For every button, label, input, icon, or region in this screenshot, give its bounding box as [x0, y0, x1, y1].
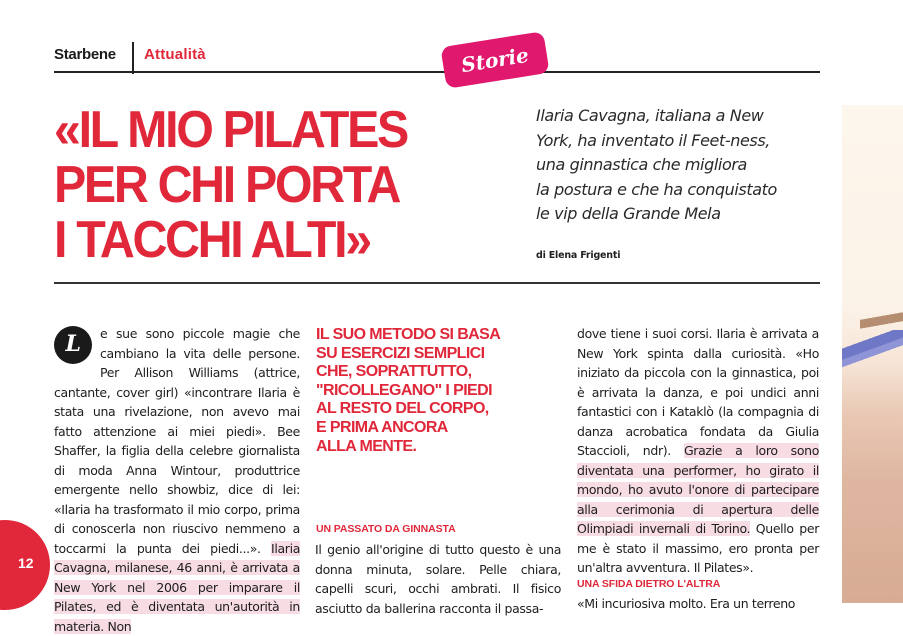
top-rule	[54, 71, 820, 73]
category-label: Attualità	[144, 46, 206, 63]
dropcap-icon: L	[54, 326, 92, 364]
headline	[54, 103, 445, 268]
byline: di Elena Frigenti	[536, 250, 621, 261]
highlighted-text: Grazie a loro sono diventata una performer, ho girato il mondo, ho avuto l'onore di partecipare alla cerimonia di apertura delle Olimpiadi invernali di Torino.	[577, 443, 819, 536]
standfirst-line: Ilaria Cavagna, italiana a New	[536, 106, 764, 125]
standfirst-line: le vip della Grande Mela	[536, 204, 721, 223]
body-text-continued: «Mi incuriosiva molto. Era un terreno	[577, 596, 796, 611]
body-text: e sue sono piccole magie che cambiano la vita delle persone. Per Allison Williams (attrice, cantante, cover girl) «incontrare Ilaria è stata una rivelazione, non avevo mai fatto attenzione ai miei piedi». Bee Shaffer, la figlia della celebre giornalista di moda Anna Wintour, produttrice emergente nello showbiz, dice di lei: «Ilaria ha trasformato il mio corpo, prima di conoscerla non riuscivo nemmeno a toccarmi la punta dei piedi...».	[54, 326, 300, 556]
headline-line: I TACCHI ALTI»	[54, 211, 370, 269]
photo-detail	[860, 308, 903, 330]
pullquote-line: "RICOLLEGANO" I PIEDI	[316, 381, 492, 399]
body-text: dove tiene i suoi corsi. Ilaria è arrivata a New York spinta dalla curiosità. «Ho iniziato da piccola con la ginnastica, poi è arrivata la danza, e poi undici anni fantastici con i Kataklò (la compagnia di danza acrobatica fondata da Giulia Staccioli, ndr).	[577, 326, 819, 458]
photo-detail	[842, 330, 903, 370]
highlighted-text: Ilaria Cavagna, milanese, 46 anni, è arrivata a New York nel 2006 per imparare il Pilates, ed è diventata un'autorità in materia. Non	[54, 540, 301, 634]
standfirst-line: una ginnastica che migliora	[536, 155, 747, 174]
pullquote-line: SU ESERCIZI SEMPLICI	[316, 344, 485, 362]
storie-badge: Storie	[440, 31, 549, 89]
page-number: 12	[18, 555, 34, 571]
pullquote-line: IL SUO METODO SI BASA	[316, 326, 501, 343]
standfirst-line: York, ha inventato il Feet-ness,	[536, 130, 770, 150]
headline-line: «IL MIO PILATES	[54, 101, 407, 159]
subhead: UN PASSATO DA GINNASTA	[316, 523, 456, 535]
body-column-1	[54, 324, 300, 636]
section-label: Starbene	[54, 46, 116, 63]
headline-line: PER CHI PORTA	[54, 156, 400, 214]
section-rule	[54, 282, 820, 284]
standfirst-line: la postura e che ha conquistato	[536, 179, 777, 199]
body-text: Quello per me è stato il massimo, ero pronta per un'altra avventura. Il Pilates».	[577, 521, 820, 575]
header-divider	[132, 42, 134, 74]
pullquote-line: E PRIMA ANCORA	[316, 418, 448, 436]
pullquote-line: CHE, SOPRATTUTTO,	[316, 363, 472, 381]
standfirst	[536, 104, 826, 227]
pullquote-line: AL RESTO DEL CORPO,	[316, 400, 489, 418]
pullquote-line: ALLA MENTE.	[316, 437, 417, 455]
pullquote	[316, 326, 566, 456]
subhead: UNA SFIDA DIETRO L'ALTRA	[577, 578, 721, 590]
body-column-3	[577, 324, 819, 578]
body-column-2: Il genio all'origine di tutto questo è una donna minuta, solare. Pelle chiara, capelli scuri, occhi ambrati. Il fisico asciutto da ballerina racconta il passa-	[315, 542, 561, 616]
